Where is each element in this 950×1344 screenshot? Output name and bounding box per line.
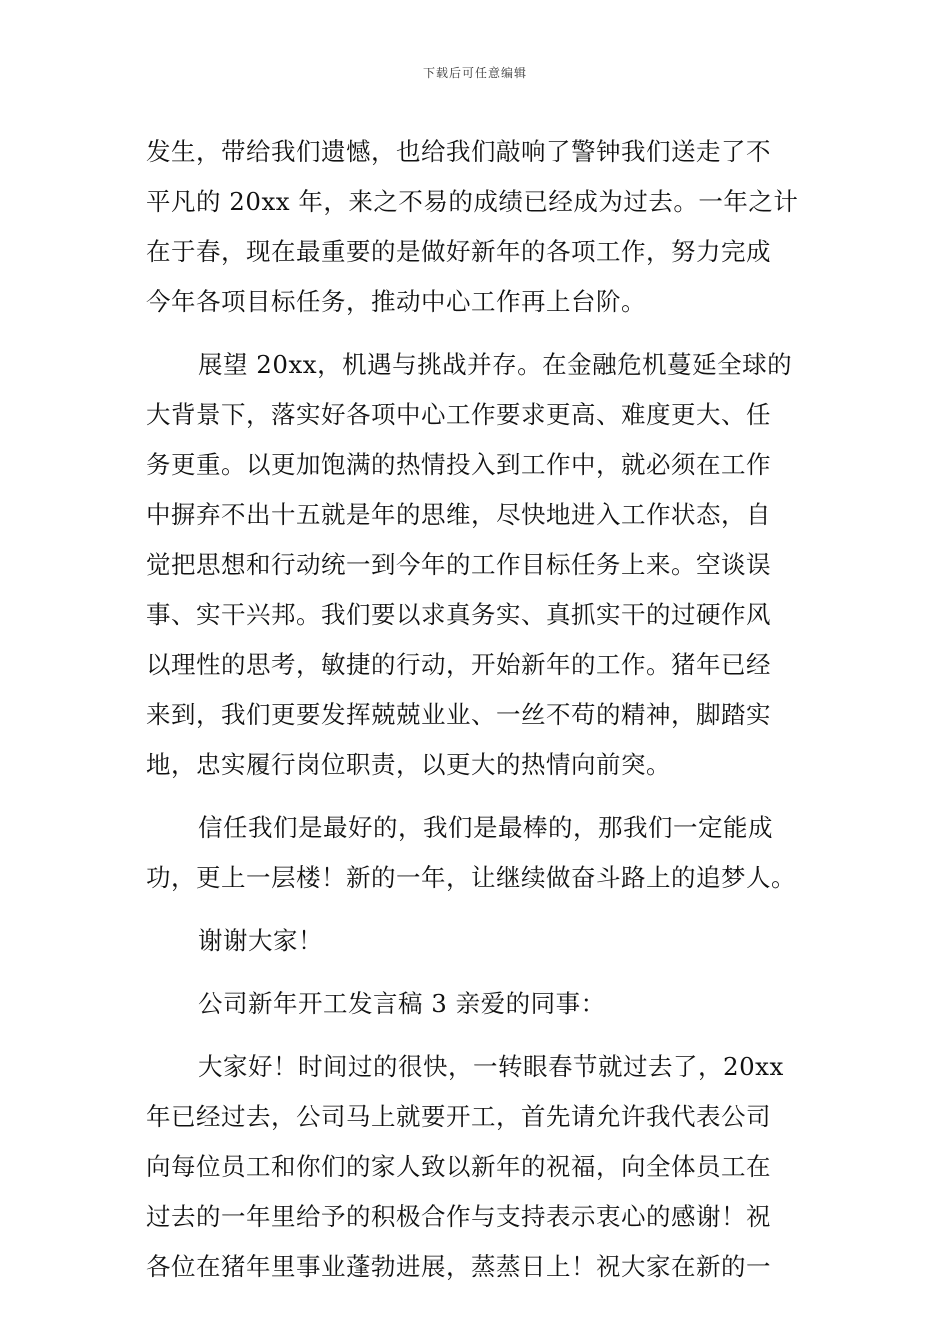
text-line: 大家好！时间过的很快，一转眼春节就过去了，20xx [198, 1052, 784, 1081]
text-line: 今年各项目标任务，推动中心工作再上台阶。 [146, 287, 646, 316]
text-line: 发生，带给我们遗憾，也给我们敲响了警钟我们送走了不 [146, 137, 771, 166]
closing-line: 谢谢大家！ [198, 926, 323, 955]
text-line: 在于春，现在最重要的是做好新年的各项工作，努力完成 [146, 237, 771, 266]
text-line: 功，更上一层楼！新的一年，让继续做奋斗路上的追梦人。 [146, 863, 796, 892]
text-line: 年已经过去，公司马上就要开工，首先请允许我代表公司 [146, 1102, 771, 1131]
page-header: 下载后可任意编辑 [422, 66, 527, 80]
text-line: 向每位员工和你们的家人致以新年的祝福，向全体员工在 [146, 1152, 771, 1181]
text-line: 展望 20xx，机遇与挑战并存。在金融危机蔓延全球的 [198, 350, 793, 379]
text-line: 中摒弃不出十五就是年的思维，尽快地进入工作状态，自 [146, 500, 771, 529]
text-line: 大背景下，落实好各项中心工作要求更高、难度更大、任 [146, 400, 771, 429]
document-body [146, 127, 806, 1292]
text-line: 以理性的思考，敏捷的行动，开始新年的工作。猪年已经 [146, 650, 771, 679]
text-line: 信任我们是最好的，我们是最棒的，那我们一定能成 [198, 813, 773, 842]
text-line: 地，忠实履行岗位职责，以更大的热情向前突。 [146, 750, 671, 779]
text-line: 各位在猪年里事业蓬勃进展，蒸蒸日上！祝大家在新的一 [146, 1252, 771, 1281]
text-line: 平凡的 20xx 年，来之不易的成绩已经成为过去。一年之计 [146, 187, 799, 216]
speech-title-line: 公司新年开工发言稿 3 亲爱的同事： [198, 989, 606, 1018]
text-line: 事、实干兴邦。我们要以求真务实、真抓实干的过硬作风 [146, 600, 771, 629]
text-line: 觉把思想和行动统一到今年的工作目标任务上来。空谈误 [146, 550, 771, 579]
text-line: 过去的一年里给予的积极合作与支持表示衷心的感谢！祝 [146, 1202, 771, 1231]
text-line: 来到，我们更要发挥兢兢业业、一丝不苟的精神，脚踏实 [146, 700, 771, 729]
text-line: 务更重。以更加饱满的热情投入到工作中，就必须在工作 [146, 450, 771, 479]
